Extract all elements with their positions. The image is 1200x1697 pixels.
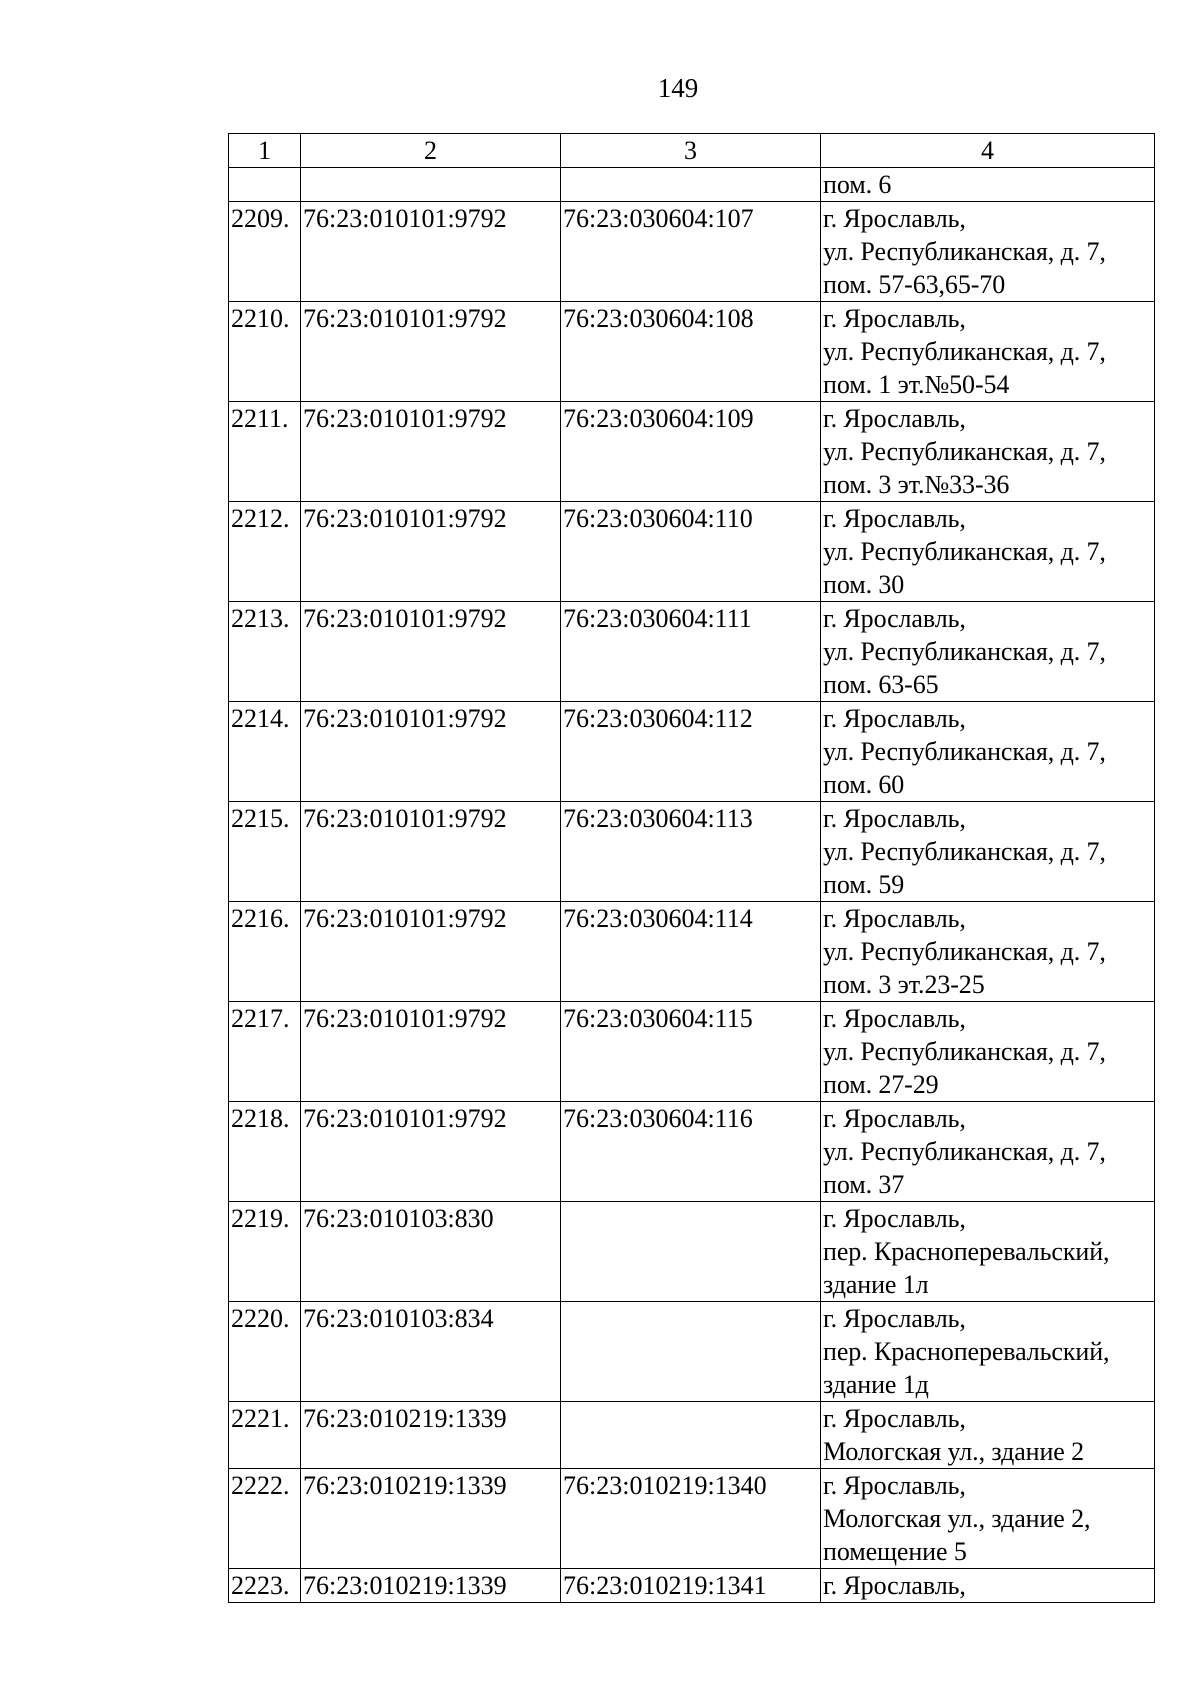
- table-row: [229, 1569, 1155, 1603]
- related-cadastral-number-cell: 76:23:010219:1340: [561, 1469, 821, 1569]
- related-cadastral-number-cell: 76:23:030604:109: [561, 402, 821, 502]
- related-cadastral-number-cell: 76:23:030604:107: [561, 202, 821, 302]
- address-cell: г. Ярославль, пер. Красноперевальский, здание 1л: [821, 1202, 1155, 1302]
- row-number-cell: 2221.: [229, 1402, 301, 1469]
- address-cell: г. Ярославль, ул. Республиканская, д. 7, пом. 1 эт.№50-54: [821, 302, 1155, 402]
- table-row: [229, 202, 1155, 302]
- row-number-cell: 2219.: [229, 1202, 301, 1302]
- address-cell: г. Ярославль, ул. Республиканская, д. 7, пом. 3 эт.23-25: [821, 902, 1155, 1002]
- cadastral-number-cell: 76:23:010101:9792: [301, 202, 561, 302]
- header-row: [229, 134, 1155, 168]
- row-number-cell: 2213.: [229, 602, 301, 702]
- header-col-2: 2: [301, 134, 561, 168]
- row-number-cell: 2222.: [229, 1469, 301, 1569]
- address-cell: г. Ярославль, Мологская ул., здание 2, помещение 5: [821, 1469, 1155, 1569]
- cadastral-number-cell: 76:23:010101:9792: [301, 802, 561, 902]
- cadastral-number-cell: 76:23:010101:9792: [301, 1102, 561, 1202]
- row-number-cell: 2214.: [229, 702, 301, 802]
- cadastral-number-cell: 76:23:010101:9792: [301, 402, 561, 502]
- related-cadastral-number-cell: 76:23:030604:115: [561, 1002, 821, 1102]
- table-row: [229, 802, 1155, 902]
- cadastral-number-cell: 76:23:010101:9792: [301, 902, 561, 1002]
- address-cell: пом. 6: [821, 168, 1155, 202]
- address-cell: г. Ярославль,: [821, 1569, 1155, 1603]
- row-number-cell: [229, 168, 301, 202]
- cadastral-number-cell: 76:23:010219:1339: [301, 1402, 561, 1469]
- row-number-cell: 2217.: [229, 1002, 301, 1102]
- cadastral-number-cell: 76:23:010103:834: [301, 1302, 561, 1402]
- table-row: [229, 1202, 1155, 1302]
- table-row: [229, 602, 1155, 702]
- row-number-cell: 2210.: [229, 302, 301, 402]
- table-row: [229, 1302, 1155, 1402]
- table-header: [229, 134, 1155, 168]
- related-cadastral-number-cell: 76:23:030604:111: [561, 602, 821, 702]
- related-cadastral-number-cell: 76:23:030604:116: [561, 1102, 821, 1202]
- row-number-cell: 2218.: [229, 1102, 301, 1202]
- address-cell: г. Ярославль, ул. Республиканская, д. 7, пом. 27-29: [821, 1002, 1155, 1102]
- cadastral-number-cell: 76:23:010219:1339: [301, 1569, 561, 1603]
- page-number: 149: [657, 73, 699, 103]
- cadastral-number-cell: 76:23:010103:830: [301, 1202, 561, 1302]
- related-cadastral-number-cell: 76:23:030604:113: [561, 802, 821, 902]
- cadastral-number-cell: 76:23:010219:1339: [301, 1469, 561, 1569]
- cadastral-number-cell: 76:23:010101:9792: [301, 702, 561, 802]
- related-cadastral-number-cell: [561, 1402, 821, 1469]
- address-cell: г. Ярославль, ул. Республиканская, д. 7, пом. 63-65: [821, 602, 1155, 702]
- related-cadastral-number-cell: [561, 1202, 821, 1302]
- related-cadastral-number-cell: 76:23:030604:114: [561, 902, 821, 1002]
- table-row: [229, 1002, 1155, 1102]
- table-body: [229, 168, 1155, 1603]
- row-number-cell: 2223.: [229, 1569, 301, 1603]
- table-row: [229, 402, 1155, 502]
- header-col-4: 4: [821, 134, 1155, 168]
- table-row: [229, 302, 1155, 402]
- cadastral-number-cell: [301, 168, 561, 202]
- row-number-cell: 2212.: [229, 502, 301, 602]
- table-row: [229, 1402, 1155, 1469]
- related-cadastral-number-cell: 76:23:030604:112: [561, 702, 821, 802]
- cadastral-number-cell: 76:23:010101:9792: [301, 302, 561, 402]
- table-row: [229, 702, 1155, 802]
- related-cadastral-number-cell: [561, 1302, 821, 1402]
- row-number-cell: 2220.: [229, 1302, 301, 1402]
- address-cell: г. Ярославль, пер. Красноперевальский, здание 1д: [821, 1302, 1155, 1402]
- related-cadastral-number-cell: [561, 168, 821, 202]
- header-col-1: 1: [229, 134, 301, 168]
- table-row: [229, 168, 1155, 202]
- related-cadastral-number-cell: 76:23:030604:108: [561, 302, 821, 402]
- row-number-cell: 2215.: [229, 802, 301, 902]
- cadastral-number-cell: 76:23:010101:9792: [301, 502, 561, 602]
- address-cell: г. Ярославль, ул. Республиканская, д. 7, пом. 3 эт.№33-36: [821, 402, 1155, 502]
- address-cell: г. Ярославль, Мологская ул., здание 2: [821, 1402, 1155, 1469]
- table-row: [229, 502, 1155, 602]
- row-number-cell: 2211.: [229, 402, 301, 502]
- address-cell: г. Ярославль, ул. Республиканская, д. 7, пом. 37: [821, 1102, 1155, 1202]
- cadastral-number-cell: 76:23:010101:9792: [301, 602, 561, 702]
- table-row: [229, 1102, 1155, 1202]
- address-cell: г. Ярославль, ул. Республиканская, д. 7, пом. 59: [821, 802, 1155, 902]
- address-cell: г. Ярославль, ул. Республиканская, д. 7, пом. 60: [821, 702, 1155, 802]
- cadastral-number-cell: 76:23:010101:9792: [301, 1002, 561, 1102]
- address-cell: г. Ярославль, ул. Республиканская, д. 7, пом. 30: [821, 502, 1155, 602]
- related-cadastral-number-cell: 76:23:030604:110: [561, 502, 821, 602]
- row-number-cell: 2209.: [229, 202, 301, 302]
- registry-table: [228, 133, 1155, 1603]
- row-number-cell: 2216.: [229, 902, 301, 1002]
- header-col-3: 3: [561, 134, 821, 168]
- table-row: [229, 1469, 1155, 1569]
- address-cell: г. Ярославль, ул. Республиканская, д. 7, пом. 57-63,65-70: [821, 202, 1155, 302]
- table-row: [229, 902, 1155, 1002]
- related-cadastral-number-cell: 76:23:010219:1341: [561, 1569, 821, 1603]
